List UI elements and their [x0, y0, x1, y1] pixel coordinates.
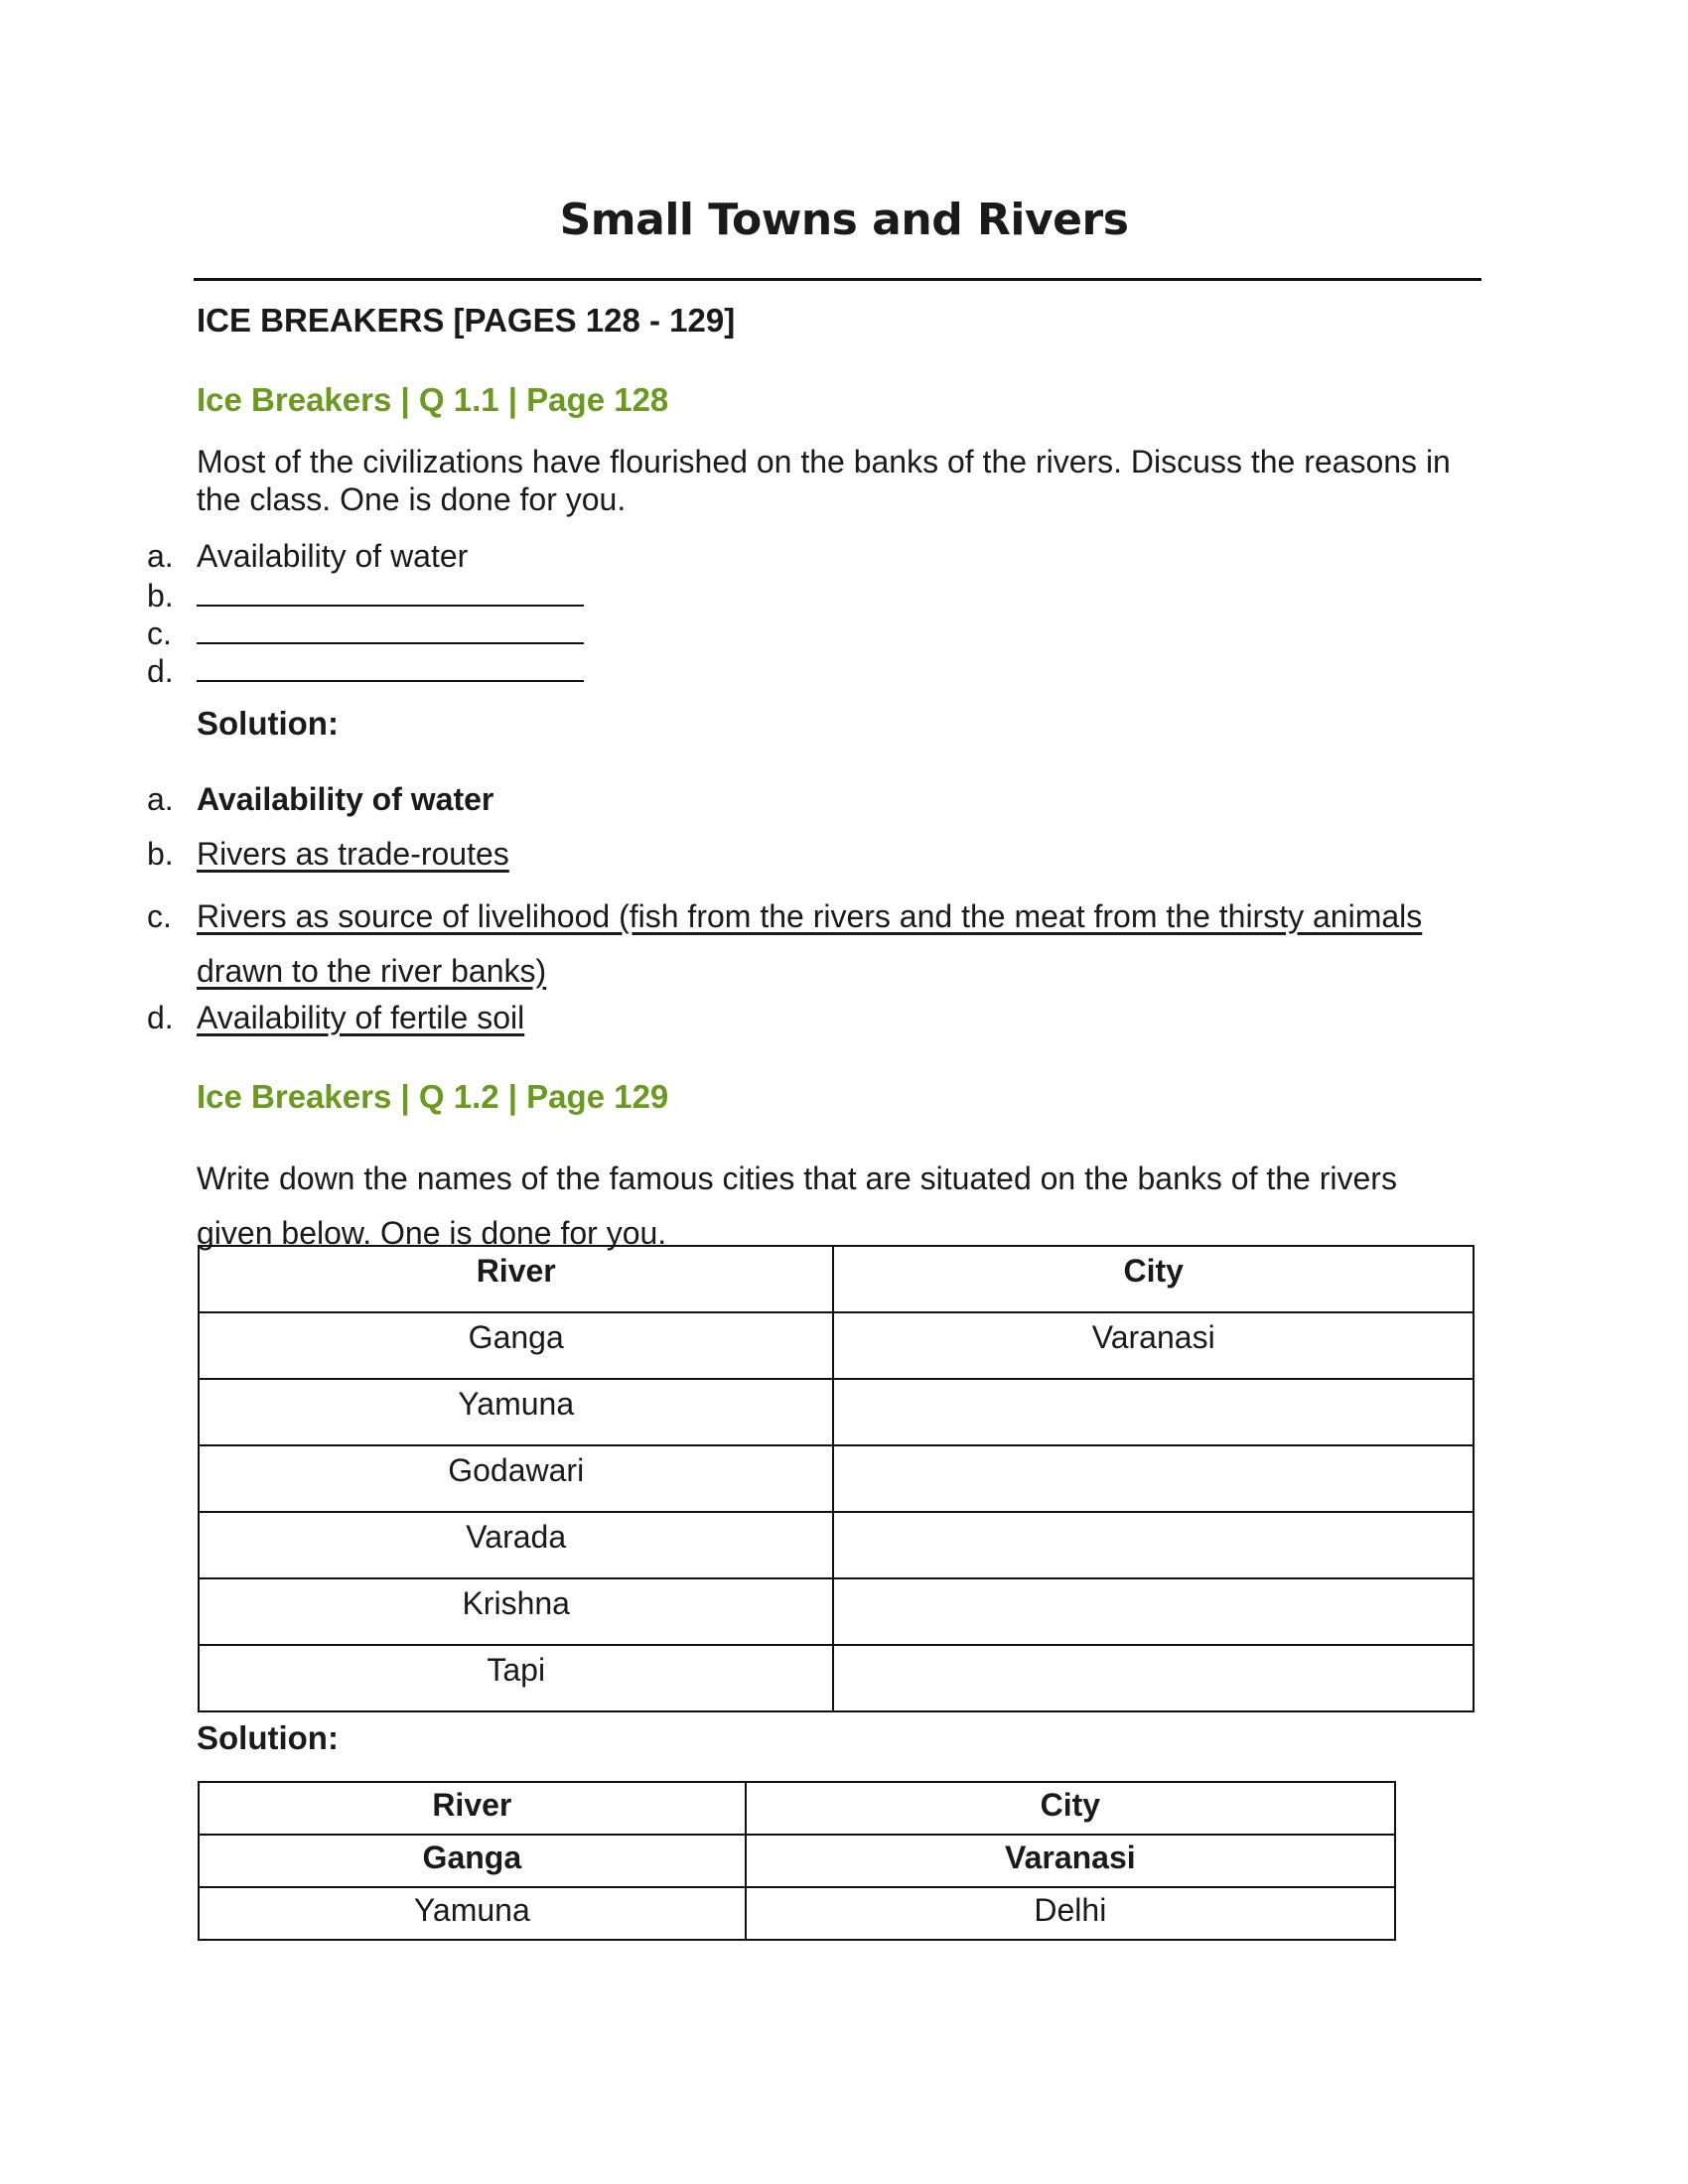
- column-header-river: River: [199, 1246, 833, 1312]
- list-marker: c.: [147, 898, 172, 934]
- list-marker: a.: [147, 781, 174, 817]
- column-header-city: City: [746, 1782, 1395, 1835]
- answer-blank[interactable]: [197, 613, 584, 644]
- question-prompt-2: Write down the names of the famous cities that are situated on the banks of the rivers given below. One is done for you.: [197, 1160, 1397, 1251]
- title-divider: [194, 278, 1481, 281]
- city-cell: Delhi: [746, 1887, 1395, 1940]
- river-cell: Yamuna: [199, 1887, 746, 1940]
- list-marker: d.: [147, 1000, 174, 1035]
- table-row: [199, 1379, 1474, 1445]
- city-cell[interactable]: [833, 1578, 1474, 1645]
- list-item: [147, 613, 584, 652]
- list-marker: a.: [147, 538, 174, 574]
- river-cell: Tapi: [199, 1645, 833, 1711]
- city-cell[interactable]: [833, 1512, 1474, 1578]
- city-cell[interactable]: [833, 1445, 1474, 1512]
- list-item-text: Availability of water: [197, 538, 469, 574]
- city-cell[interactable]: [833, 1379, 1474, 1445]
- solution-text: Rivers as trade-routes: [197, 836, 509, 872]
- river-cell: Ganga: [199, 1835, 746, 1887]
- section-heading: ICE BREAKERS [PAGES 128 - 129]: [197, 302, 736, 339]
- question-table: [198, 1245, 1475, 1712]
- table-row: [199, 1887, 1395, 1940]
- city-cell[interactable]: Varanasi: [833, 1312, 1474, 1379]
- list-item: [147, 575, 584, 614]
- list-item: [147, 537, 468, 575]
- list-item: [147, 650, 584, 690]
- table-row: [199, 1835, 1395, 1887]
- solution-text: Rivers as source of livelihood (fish from the rivers and the meat from the thirsty animals drawn to the river banks): [197, 898, 1423, 989]
- solution-label-2: Solution:: [197, 1719, 339, 1756]
- river-cell: Yamuna: [199, 1379, 833, 1445]
- list-marker: c.: [147, 615, 172, 651]
- table-row: [199, 1445, 1474, 1512]
- table-header-row: [199, 1246, 1474, 1312]
- list-marker: d.: [147, 653, 174, 689]
- list-marker: b.: [147, 836, 174, 872]
- table-row: [199, 1312, 1474, 1379]
- column-header-city: City: [833, 1246, 1474, 1312]
- solution-text: Availability of fertile soil: [197, 1000, 525, 1035]
- solution-item: [147, 999, 524, 1036]
- table-row: [199, 1512, 1474, 1578]
- city-cell[interactable]: [833, 1645, 1474, 1711]
- question-heading-2: Ice Breakers | Q 1.2 | Page 129: [197, 1078, 669, 1115]
- answer-blank[interactable]: [197, 575, 584, 607]
- solution-label-1: Solution:: [197, 705, 339, 742]
- solution-text: Availability of water: [197, 781, 494, 817]
- solution-table: [198, 1781, 1396, 1941]
- solution-item: [147, 835, 509, 873]
- river-cell: Ganga: [199, 1312, 833, 1379]
- river-cell: Krishna: [199, 1578, 833, 1645]
- list-marker: b.: [147, 578, 174, 614]
- page-title: Small Towns and Rivers: [559, 195, 1129, 245]
- solution-item: [147, 889, 1497, 999]
- question-prompt-1: Most of the civilizations have flourished on the banks of the rivers. Discuss the reasons in the class. One is done for you.: [197, 444, 1451, 517]
- question-heading-1: Ice Breakers | Q 1.1 | Page 128: [197, 381, 669, 418]
- table-header-row: [199, 1782, 1395, 1835]
- answer-blank[interactable]: [197, 650, 584, 682]
- river-cell: Varada: [199, 1512, 833, 1578]
- solution-item: [147, 780, 493, 818]
- city-cell: Varanasi: [746, 1835, 1395, 1887]
- river-cell: Godawari: [199, 1445, 833, 1512]
- column-header-river: River: [199, 1782, 746, 1835]
- table-row: [199, 1645, 1474, 1711]
- table-row: [199, 1578, 1474, 1645]
